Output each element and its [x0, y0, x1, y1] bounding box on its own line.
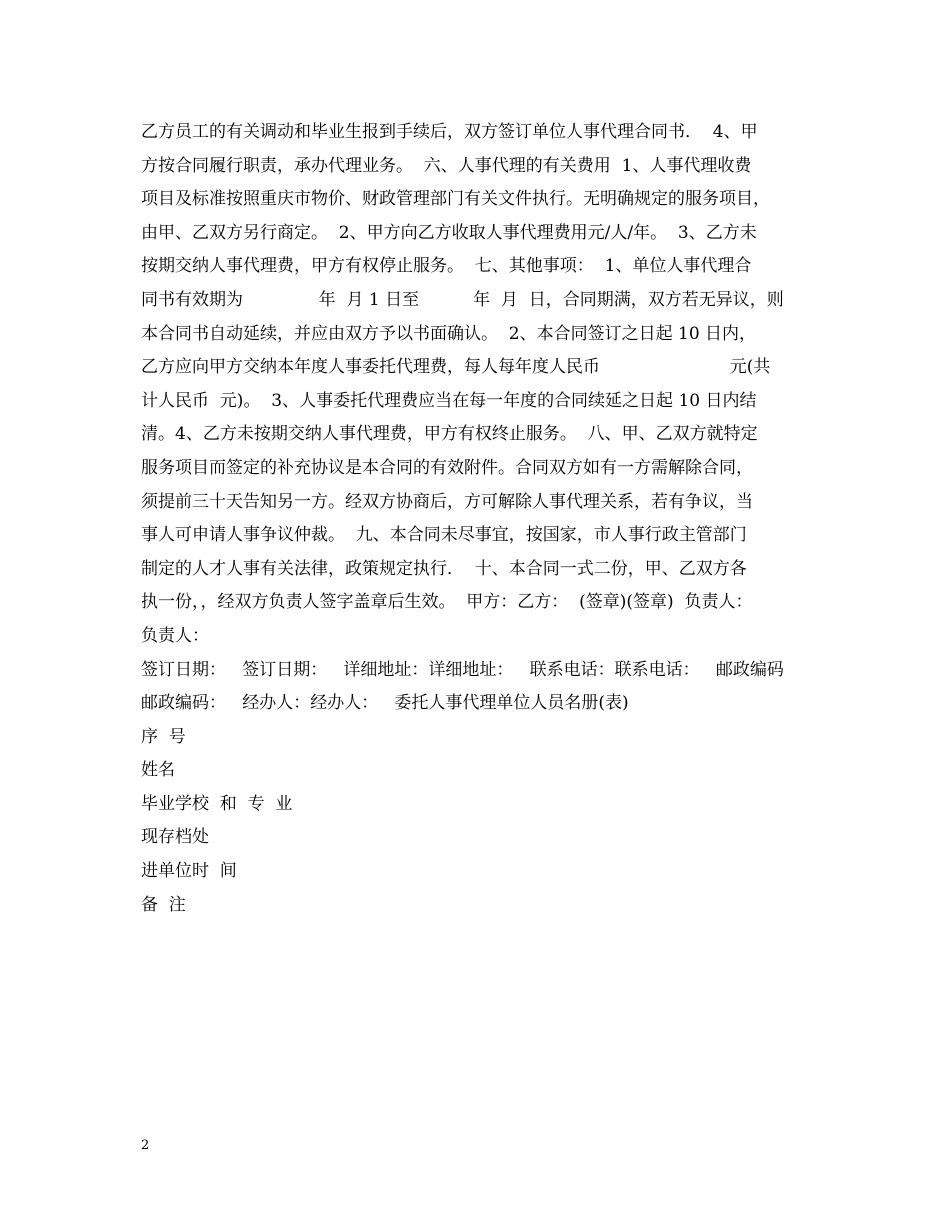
document-body — [141, 116, 827, 922]
text-line: 同书有效期为 年 月 1 日至 年 月 日，合同期满，双方若无异议，则 — [141, 289, 784, 310]
table-header-entry-time: 进单位时 间 — [141, 861, 237, 882]
text-line: 服务项目而签定的补充协议是本合同的有效附件。合同双方如有一方需解除合同， — [141, 457, 753, 478]
text-line: 须提前三十天告知另一方。经双方协商后，方可解除人事代理关系，若有争议，当 — [141, 491, 753, 512]
text-line: 乙方应向甲方交纳本年度人事委托代理费，每人每年度人民币 元(共 — [141, 357, 771, 378]
text-line: 项目及标准按照重庆市物价、财政管理部门有关文件执行。无明确规定的服务项目， — [141, 189, 770, 210]
text-line: 执一份，，经双方负责人签字盖章后生效。 甲方：乙方： (签章)(签章) 负责人： — [141, 592, 753, 613]
table-header-remarks: 备 注 — [141, 894, 186, 915]
text-line: 清。4、乙方未按期交纳人事代理费，甲方有权终止服务。 八、甲、乙双方就特定 — [141, 424, 758, 445]
text-line: 邮政编码： 经办人：经办人： 委托人事代理单位人员名册(表) — [141, 693, 629, 714]
table-header-serial: 序 号 — [141, 726, 186, 747]
text-line: 方按合同履行职责，承办代理业务。 六、人事代理的有关费用 1、人事代理收费 — [141, 155, 752, 176]
table-header-school-major: 毕业学校 和 专 业 — [141, 793, 293, 814]
text-line: 事人可申请人事争议仲裁。 九、本合同未尽事宜，按国家，市人事行政主管部门 — [141, 525, 747, 546]
text-line: 本合同书自动延续，并应由双方予以书面确认。 2、本合同签订之日起 10 日内， — [141, 323, 757, 344]
page-number: 2 — [141, 1138, 150, 1153]
text-line: 制定的人才人事有关法律，政策规定执行． 十、本合同一式二份，甲、乙双方各 — [141, 558, 747, 579]
table-header-name: 姓名 — [141, 760, 175, 781]
table-header-archive-location: 现存档处 — [141, 827, 209, 848]
text-line: 乙方员工的有关调动和毕业生报到手续后，双方签订单位人事代理合同书． 4、甲 — [141, 122, 758, 142]
text-line: 计人民币 元)。 3、人事委托代理费应当在每一年度的合同续延之日起 10 日内结 — [141, 390, 757, 411]
text-line: 按期交纳人事代理费，甲方有权停止服务。 七、其他事项： 1、单位人事代理合 — [141, 256, 752, 277]
text-line: 签订日期： 签订日期： 详细地址：详细地址： 联系电话：联系电话： 邮政编码 — [141, 659, 784, 680]
text-line: 负责人： — [141, 625, 209, 646]
text-line: 由甲、乙双方另行商定。 2、甲方向乙方收取人事代理费用元/人/年。 3、乙方未 — [141, 222, 757, 243]
